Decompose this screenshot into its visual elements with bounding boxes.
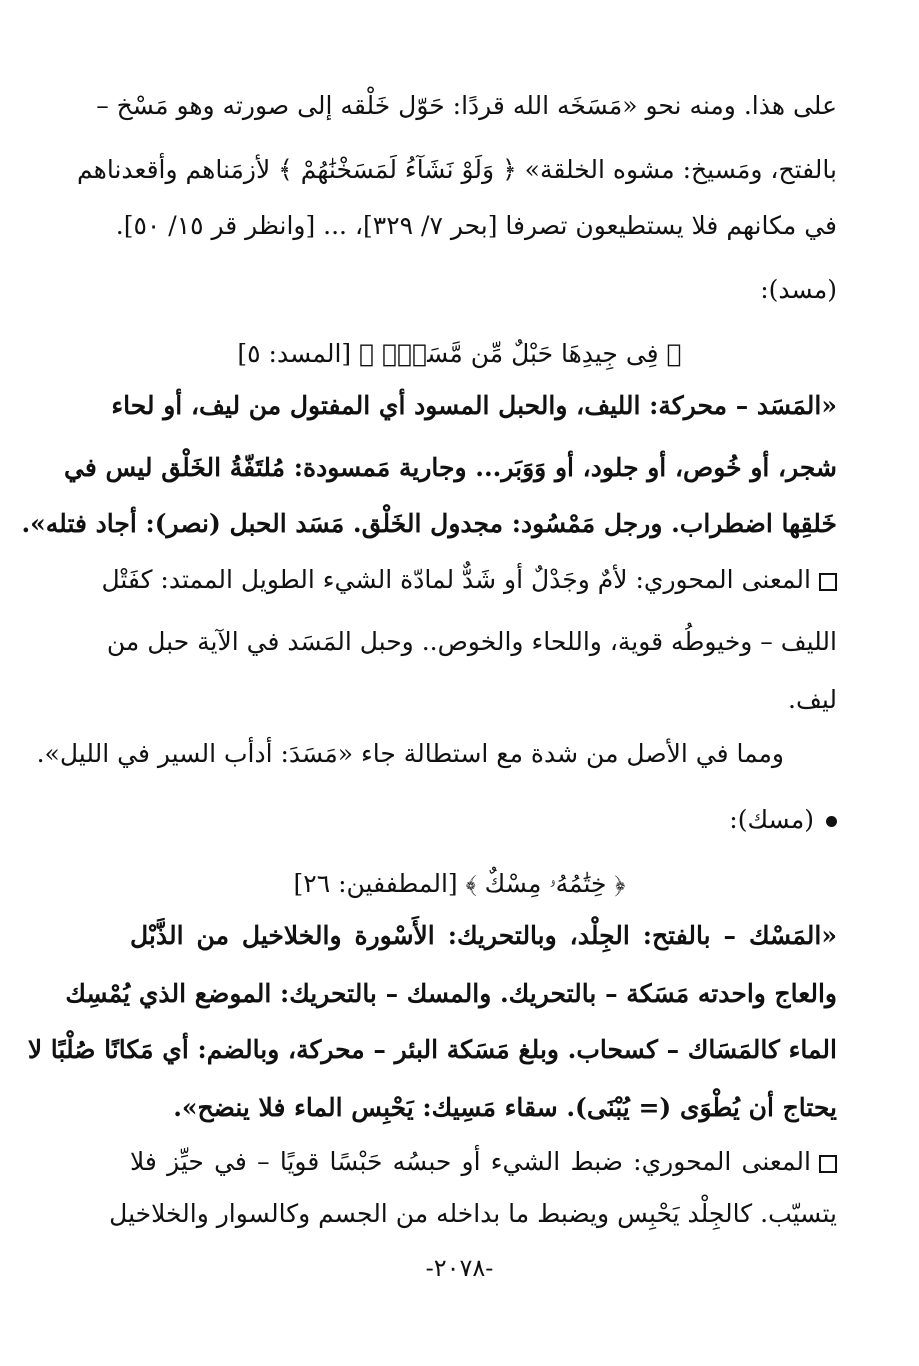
text-line: بالفتح، ومَسيخ: مشوه الخلقة» ﴿ وَلَوْ نَشَآءُ لَمَسَخْنَٰهُمْ ﴾ لأزمَناهم وأقعدناهم bbox=[77, 155, 837, 184]
square-marker-icon bbox=[819, 573, 837, 591]
quran-verse: ﴿ خِتَٰمُهُۥ مِسْكٌ ﴾ [المطففين: ٢٦] bbox=[293, 869, 626, 898]
page-number: -٢٠٧٨- bbox=[425, 1254, 494, 1282]
text-line: شجر، أو خُوص، أو جلود، أو وَوَبَر... وجارية مَمسودة: مُلتَفّةُ الخَلْق ليس في bbox=[64, 453, 837, 482]
text-line: على هذا. ومنه نحو «مَسَخَه الله قردًا: حَوّل خَلْقه إلى صورته وهو مَسْخ – bbox=[96, 91, 837, 120]
bullet-icon bbox=[826, 816, 837, 827]
text-line: المعنى المحوري: ضبط الشيء أو حبسُه حَبْسًا قويًا – في حيِّز فلا bbox=[130, 1147, 811, 1176]
text-line: يتسيّب. كالجِلْد يَحْبِس ويضبط ما بداخله من الجسم وكالسوار والخلاخيل bbox=[109, 1199, 837, 1228]
text-line: خَلقِها اضطراب. ورجل مَمْسُود: مجدول الخَلْق. مَسَد الحبل (نصر): أجاد فتله». bbox=[21, 509, 837, 538]
text-line: ومما في الأصل من شدة مع استطالة جاء «مَسَدَ: أدأب السير في الليل». bbox=[36, 739, 784, 768]
text-line: «المَسَد – محركة: الليف، والحبل المسود أي المفتول من ليف، أو لحاء bbox=[111, 391, 837, 420]
section-heading: (مسك): bbox=[729, 792, 837, 848]
text-line: «المَسْك – بالفتح: الجِلْد، وبالتحريك: الأَسْورة والخلاخيل من الذَّبْل bbox=[130, 921, 837, 950]
section-heading: (مسد): bbox=[760, 275, 837, 304]
text-line: يحتاج أن يُطْوَى (= يُبْنَى). سقاء مَسِيك: يَحْبِس الماء فلا ينضح». bbox=[173, 1093, 837, 1122]
axial-meaning-line bbox=[101, 552, 837, 608]
text-line: في مكانهم فلا يستطيعون تصرفا [بحر ٧/ ٣٢٩]، ... [وانظر قر ١٥/ ٥٠]. bbox=[115, 211, 837, 240]
text-line: ليف. bbox=[788, 685, 837, 714]
text-line: المعنى المحوري: لأمٌ وجَدْلٌ أو شَدٌّ لمادّة الشيء الطويل الممتد: كفَتْل bbox=[101, 565, 811, 594]
text-line: والعاج واحدته مَسَكة – بالتحريك. والمسك – بالتحريك: الموضع الذي يُمْسِك bbox=[65, 979, 837, 1008]
square-marker-icon bbox=[819, 1155, 837, 1173]
text-line: الليف – وخيوطُه قوية، واللحاء والخوص.. وحبل المَسَد في الآية حبل من bbox=[106, 627, 837, 656]
text-line: الماء كالمَسَاك – كسحاب. وبلغ مَسَكة البئر – محركة، وبالضم: أي مَكانًا صُلْبًا لا bbox=[27, 1035, 837, 1064]
axial-meaning-line bbox=[130, 1134, 837, 1190]
quran-verse: ﴿ فِى جِيدِهَا حَبْلٌ مِّن مَّسَدٍۭ ﴾ [المسد: ٥] bbox=[237, 339, 682, 368]
